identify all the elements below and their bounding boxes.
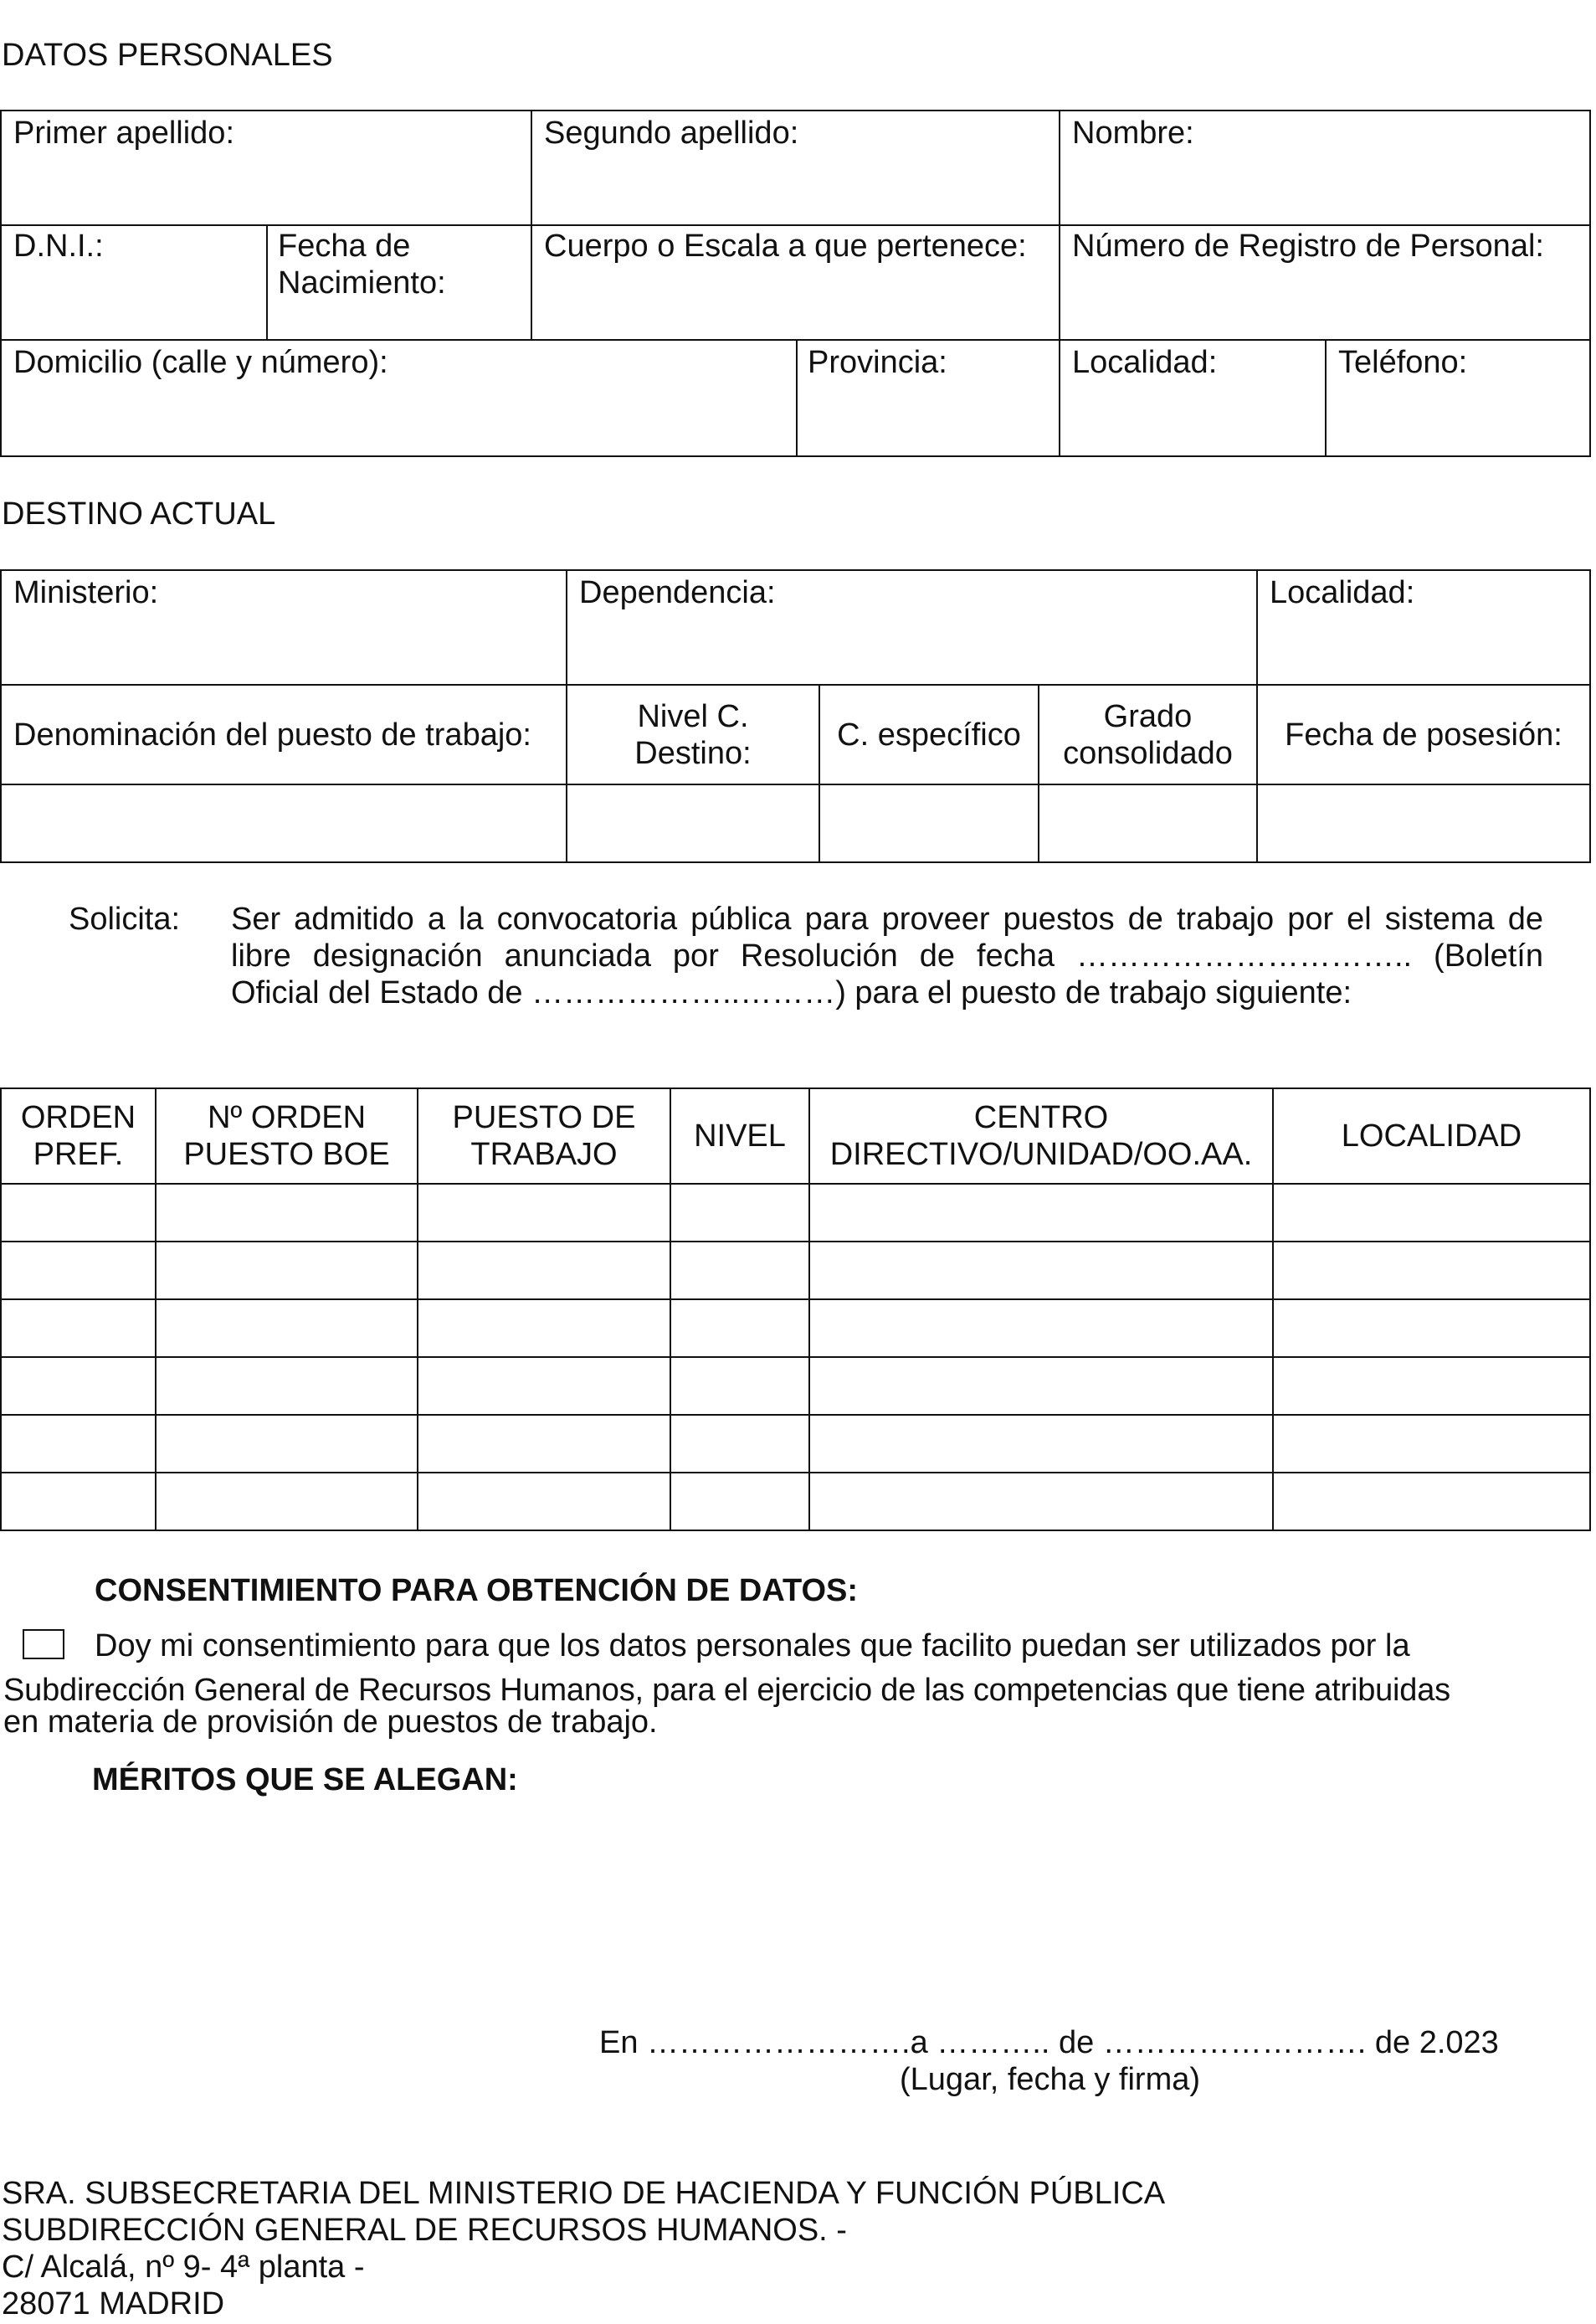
solicita-label: Solicita: xyxy=(69,902,181,937)
table-cell-puesto-trabajo[interactable] xyxy=(417,1183,671,1242)
table-cell-puesto-trabajo[interactable] xyxy=(417,1356,671,1416)
table-cell-localidad[interactable] xyxy=(1272,1414,1591,1473)
numero-registro-label: Número de Registro de Personal: xyxy=(1072,229,1544,264)
table-cell-puesto-trabajo[interactable] xyxy=(417,1298,671,1358)
table-cell-orden-puesto-boe[interactable] xyxy=(155,1356,418,1416)
denominacion-value[interactable] xyxy=(0,784,567,863)
destinatario-line-1: SRA. SUBSECRETARIA DEL MINISTERIO DE HACIENDA Y FUNCIÓN PÚBLICA xyxy=(2,2176,1166,2211)
header-localidad: LOCALIDAD xyxy=(1272,1087,1591,1185)
grado-consolidado-value[interactable] xyxy=(1038,784,1258,863)
dni-label: D.N.I.: xyxy=(13,229,104,264)
dependencia-label: Dependencia: xyxy=(579,575,776,610)
table-cell-orden-pref[interactable] xyxy=(0,1183,157,1242)
consentimiento-line-1: Doy mi consentimiento para que los datos personales que facilito puedan ser utilizados por la xyxy=(95,1628,1410,1663)
ministerio-label: Ministerio: xyxy=(13,575,159,610)
nivel-destino-header: Nivel C. Destino: xyxy=(566,684,820,785)
header-nivel: NIVEL xyxy=(670,1087,810,1185)
table-cell-orden-puesto-boe[interactable] xyxy=(155,1241,418,1300)
table-cell-puesto-trabajo[interactable] xyxy=(417,1414,671,1473)
solicita-line-2: libre designación anunciada por Resolución de fecha ………………………….. (Boletín xyxy=(231,938,1543,974)
table-cell-nivel[interactable] xyxy=(670,1356,810,1416)
table-cell-localidad[interactable] xyxy=(1272,1298,1591,1358)
table-cell-localidad[interactable] xyxy=(1272,1183,1591,1242)
table-cell-centro-directivo[interactable] xyxy=(808,1356,1274,1416)
telefono-field[interactable] xyxy=(1325,339,1591,457)
table-cell-centro-directivo[interactable] xyxy=(808,1298,1274,1358)
dependencia-field[interactable] xyxy=(566,569,1258,686)
c-especifico-header: C. específico xyxy=(819,684,1039,785)
ministerio-field[interactable] xyxy=(0,569,567,686)
table-cell-orden-puesto-boe[interactable] xyxy=(155,1298,418,1358)
dni-field[interactable] xyxy=(0,224,268,341)
table-cell-centro-directivo[interactable] xyxy=(808,1183,1274,1242)
meritos-title: MÉRITOS QUE SE ALEGAN: xyxy=(92,1762,518,1797)
nombre-label: Nombre: xyxy=(1072,116,1194,151)
table-cell-orden-puesto-boe[interactable] xyxy=(155,1183,418,1242)
consentimiento-line-3: en materia de provisión de puestos de trabajo. xyxy=(3,1704,658,1740)
destinatario-line-3: C/ Alcalá, nº 9- 4ª planta - xyxy=(2,2249,365,2285)
telefono-label: Teléfono: xyxy=(1338,345,1468,380)
fecha-posesion-header: Fecha de posesión: xyxy=(1256,684,1591,785)
fecha-posesion-value[interactable] xyxy=(1256,784,1591,863)
table-cell-orden-puesto-boe[interactable] xyxy=(155,1472,418,1531)
firma-line: En …………………….a ……….. de ……………………. de 2.023 xyxy=(599,2025,1499,2060)
segundo-apellido-label: Segundo apellido: xyxy=(544,116,799,151)
table-cell-puesto-trabajo[interactable] xyxy=(417,1472,671,1531)
table-cell-orden-pref[interactable] xyxy=(0,1414,157,1473)
section-title-destino-actual: DESTINO ACTUAL xyxy=(2,496,276,532)
firma-caption: (Lugar, fecha y firma) xyxy=(900,2062,1201,2097)
table-cell-orden-puesto-boe[interactable] xyxy=(155,1414,418,1473)
table-cell-localidad[interactable] xyxy=(1272,1356,1591,1416)
primer-apellido-label: Primer apellido: xyxy=(13,116,234,151)
table-cell-nivel[interactable] xyxy=(670,1241,810,1300)
consentimiento-line-2: Subdirección General de Recursos Humanos, para el ejercicio de las competencias que tiene atribuidas xyxy=(3,1673,1450,1708)
table-cell-centro-directivo[interactable] xyxy=(808,1414,1274,1473)
table-cell-nivel[interactable] xyxy=(670,1298,810,1358)
table-cell-centro-directivo[interactable] xyxy=(808,1241,1274,1300)
table-cell-localidad[interactable] xyxy=(1272,1241,1591,1300)
consentimiento-title: CONSENTIMIENTO PARA OBTENCIÓN DE DATOS: xyxy=(95,1573,859,1608)
fecha-nacimiento-label: Fecha de Nacimiento: xyxy=(278,229,446,301)
localidad-personal-field[interactable] xyxy=(1059,339,1327,457)
localidad-personal-label: Localidad: xyxy=(1072,345,1218,380)
localidad-destino-label: Localidad: xyxy=(1270,575,1415,610)
denominacion-header: Denominación del puesto de trabajo: xyxy=(0,684,567,785)
consentimiento-checkbox[interactable] xyxy=(23,1629,64,1659)
domicilio-field[interactable] xyxy=(0,339,798,457)
numero-registro-field[interactable] xyxy=(1059,224,1591,341)
solicita-line-3: Oficial del Estado de ………………..………) para el puesto de trabajo siguiente: xyxy=(231,975,1352,1010)
section-title-datos-personales: DATOS PERSONALES xyxy=(2,38,333,73)
table-cell-centro-directivo[interactable] xyxy=(808,1472,1274,1531)
c-especifico-value[interactable] xyxy=(819,784,1039,863)
header-orden-pref: ORDEN PREF. xyxy=(0,1087,157,1185)
table-cell-orden-pref[interactable] xyxy=(0,1298,157,1358)
table-cell-nivel[interactable] xyxy=(670,1472,810,1531)
domicilio-label: Domicilio (calle y número): xyxy=(13,345,388,380)
provincia-label: Provincia: xyxy=(808,345,947,380)
table-cell-localidad[interactable] xyxy=(1272,1472,1591,1531)
cuerpo-escala-field[interactable] xyxy=(531,224,1060,341)
grado-consolidado-header: Grado consolidado xyxy=(1038,684,1258,785)
table-cell-orden-pref[interactable] xyxy=(0,1472,157,1531)
nombre-field[interactable] xyxy=(1059,110,1591,226)
cuerpo-escala-label: Cuerpo o Escala a que pertenece: xyxy=(544,229,1027,264)
solicita-line-1: Ser admitido a la convocatoria pública para proveer puestos de trabajo por el sistema de xyxy=(231,902,1543,937)
header-orden-puesto-boe: Nº ORDEN PUESTO BOE xyxy=(155,1087,418,1185)
provincia-field[interactable] xyxy=(796,339,1060,457)
segundo-apellido-field[interactable] xyxy=(531,110,1060,226)
destinatario-line-4: 28071 MADRID xyxy=(2,2286,225,2321)
table-cell-puesto-trabajo[interactable] xyxy=(417,1241,671,1300)
table-cell-orden-pref[interactable] xyxy=(0,1356,157,1416)
table-cell-orden-pref[interactable] xyxy=(0,1241,157,1300)
nivel-destino-value[interactable] xyxy=(566,784,820,863)
destinatario-line-2: SUBDIRECCIÓN GENERAL DE RECURSOS HUMANOS. - xyxy=(2,2213,847,2248)
header-puesto-trabajo: PUESTO DE TRABAJO xyxy=(417,1087,671,1185)
header-centro-directivo: CENTRO DIRECTIVO/UNIDAD/OO.AA. xyxy=(808,1087,1274,1185)
fecha-nacimiento-field[interactable] xyxy=(266,224,532,341)
table-cell-nivel[interactable] xyxy=(670,1183,810,1242)
table-cell-nivel[interactable] xyxy=(670,1414,810,1473)
localidad-destino-field[interactable] xyxy=(1256,569,1591,686)
primer-apellido-field[interactable] xyxy=(0,110,532,226)
